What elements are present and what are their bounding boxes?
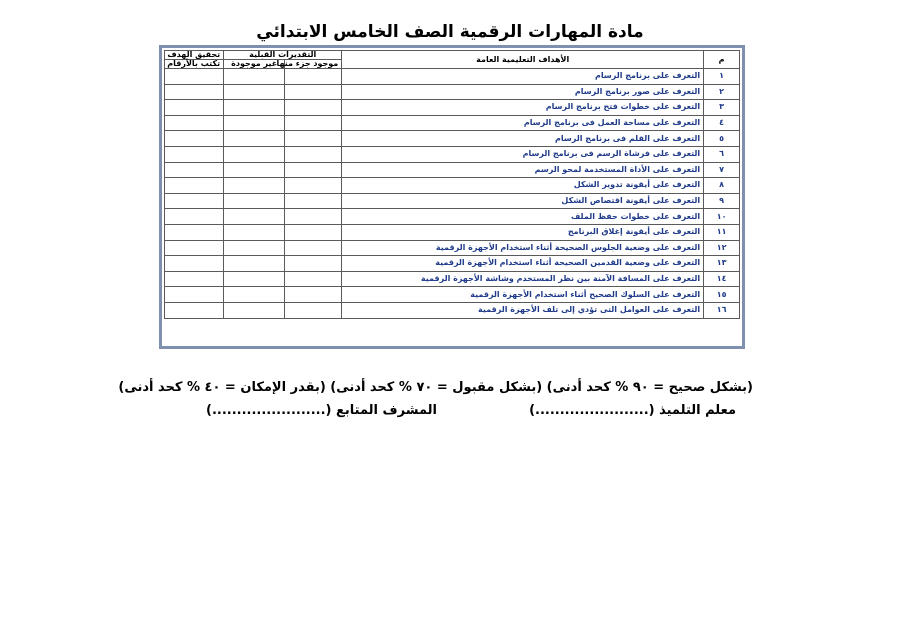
cell-absent [224, 256, 285, 272]
table-row [165, 69, 740, 85]
row-goal: التعرف على مساحة العمل فى برنامج الرسام [342, 115, 704, 131]
cell-present-partial [285, 84, 342, 100]
cell-achieve [165, 209, 224, 225]
cell-present-partial [285, 69, 342, 85]
row-goal: التعرف على المسافة الآمنة بين نظر المستخدم وشاشة الأجهزة الرقمية [342, 271, 704, 287]
cell-achieve [165, 100, 224, 116]
header-prior-assessment: التقديرات القبلية [224, 51, 342, 60]
objectives-table-frame [159, 45, 745, 349]
objectives-table-body [165, 69, 740, 319]
row-number: ٢ [704, 84, 740, 100]
row-goal: التعرف على وضعية القدمين الصحيحة أثناء استخدام الأجهزة الرقمية [342, 256, 704, 272]
cell-absent [224, 240, 285, 256]
cell-achieve [165, 178, 224, 194]
cell-absent [224, 209, 285, 225]
cell-achieve [165, 84, 224, 100]
cell-achieve [165, 256, 224, 272]
cell-achieve [165, 224, 224, 240]
cell-absent [224, 131, 285, 147]
row-number: ١٣ [704, 256, 740, 272]
row-number: ١ [704, 69, 740, 85]
cell-achieve [165, 302, 224, 318]
cell-present-partial [285, 100, 342, 116]
row-number: ١٦ [704, 302, 740, 318]
cell-absent [224, 287, 285, 303]
table-row [165, 115, 740, 131]
table-row [165, 240, 740, 256]
row-number: ١٠ [704, 209, 740, 225]
table-row [165, 224, 740, 240]
row-goal: التعرف على صور برنامج الرسام [342, 84, 704, 100]
supervisor-signature-line: المشرف المتابع (.......................) [206, 403, 437, 418]
cell-present-partial [285, 240, 342, 256]
row-goal: التعرف على وضعية الجلوس الصحيحة أثناء استخدام الأجهزة الرقمية [342, 240, 704, 256]
cell-present-partial [285, 287, 342, 303]
cell-present-partial [285, 193, 342, 209]
cell-achieve [165, 146, 224, 162]
cell-absent [224, 178, 285, 194]
row-number: ١٢ [704, 240, 740, 256]
row-number: ٦ [704, 146, 740, 162]
cell-absent [224, 162, 285, 178]
row-number: ٧ [704, 162, 740, 178]
header-num: م [704, 51, 740, 69]
cell-achieve [165, 115, 224, 131]
cell-achieve [165, 131, 224, 147]
cell-achieve [165, 69, 224, 85]
cell-achieve [165, 162, 224, 178]
cell-present-partial [285, 131, 342, 147]
cell-absent [224, 100, 285, 116]
row-goal: التعرف على خطوات حفظ الملف [342, 209, 704, 225]
row-number: ٩ [704, 193, 740, 209]
header-goals: الأهداف التعليمية العامة [342, 51, 704, 69]
row-goal: التعرف على أيقونة اقتصاص الشكل [342, 193, 704, 209]
cell-present-partial [285, 256, 342, 272]
cell-achieve [165, 287, 224, 303]
cell-present-partial [285, 178, 342, 194]
cell-present-partial [285, 146, 342, 162]
objectives-table [164, 50, 740, 319]
page-title: مادة المهارات الرقمية الصف الخامس الابتدائي [256, 22, 644, 42]
table-row [165, 302, 740, 318]
cell-present-partial [285, 115, 342, 131]
cell-achieve [165, 271, 224, 287]
table-row [165, 178, 740, 194]
row-goal: التعرف على أيقونة إغلاق البرنامج [342, 224, 704, 240]
cell-achieve [165, 193, 224, 209]
header-written-in-numbers: تكتب بالأرقام [165, 60, 224, 69]
cell-absent [224, 271, 285, 287]
cell-absent [224, 302, 285, 318]
row-number: ١١ [704, 224, 740, 240]
table-row [165, 287, 740, 303]
cell-absent [224, 69, 285, 85]
table-row [165, 84, 740, 100]
grading-scale: (بشكل صحيح = ٩٠ % كحد أدنى) (بشكل مقبول = ٧٠ % كحد أدنى) (بقدر الإمكان = ٤٠ % كحد أدنى) [118, 380, 753, 395]
row-number: ١٤ [704, 271, 740, 287]
cell-absent [224, 193, 285, 209]
row-number: ٥ [704, 131, 740, 147]
table-row [165, 209, 740, 225]
header-achieve-goal: تحقيق الهدف [165, 51, 224, 60]
cell-present-partial [285, 162, 342, 178]
table-row [165, 146, 740, 162]
row-goal: التعرف على العوامل التى تؤدي إلى تلف الأجهزة الرقمية [342, 302, 704, 318]
row-number: ٤ [704, 115, 740, 131]
row-number: ٣ [704, 100, 740, 116]
row-goal: التعرف على أيقونة تدوير الشكل [342, 178, 704, 194]
cell-absent [224, 146, 285, 162]
row-number: ٨ [704, 178, 740, 194]
cell-present-partial [285, 271, 342, 287]
row-goal: التعرف على خطوات فتح برنامج الرسام [342, 100, 704, 116]
cell-achieve [165, 240, 224, 256]
cell-present-partial [285, 302, 342, 318]
row-goal: التعرف على السلوك الصحيح أثناء استخدام الأجهزة الرقمية [342, 287, 704, 303]
row-goal: التعرف على الأداة المستخدمة لمحو الرسم [342, 162, 704, 178]
header-present-partial: موجود جزء منها [285, 60, 342, 69]
cell-absent [224, 115, 285, 131]
teacher-signature-line: معلم التلميذ (.......................) [529, 403, 736, 418]
header-absent: غير موجودة [224, 60, 285, 69]
table-row [165, 162, 740, 178]
table-row [165, 193, 740, 209]
table-row [165, 271, 740, 287]
row-goal: التعرف على فرشاة الرسم فى برنامج الرسام [342, 146, 704, 162]
cell-absent [224, 84, 285, 100]
table-row [165, 100, 740, 116]
row-goal: التعرف على القلم فى برنامج الرسام [342, 131, 704, 147]
cell-present-partial [285, 224, 342, 240]
cell-absent [224, 224, 285, 240]
table-row [165, 256, 740, 272]
cell-present-partial [285, 209, 342, 225]
row-goal: التعرف على برنامج الرسام [342, 69, 704, 85]
row-number: ١٥ [704, 287, 740, 303]
table-row [165, 131, 740, 147]
